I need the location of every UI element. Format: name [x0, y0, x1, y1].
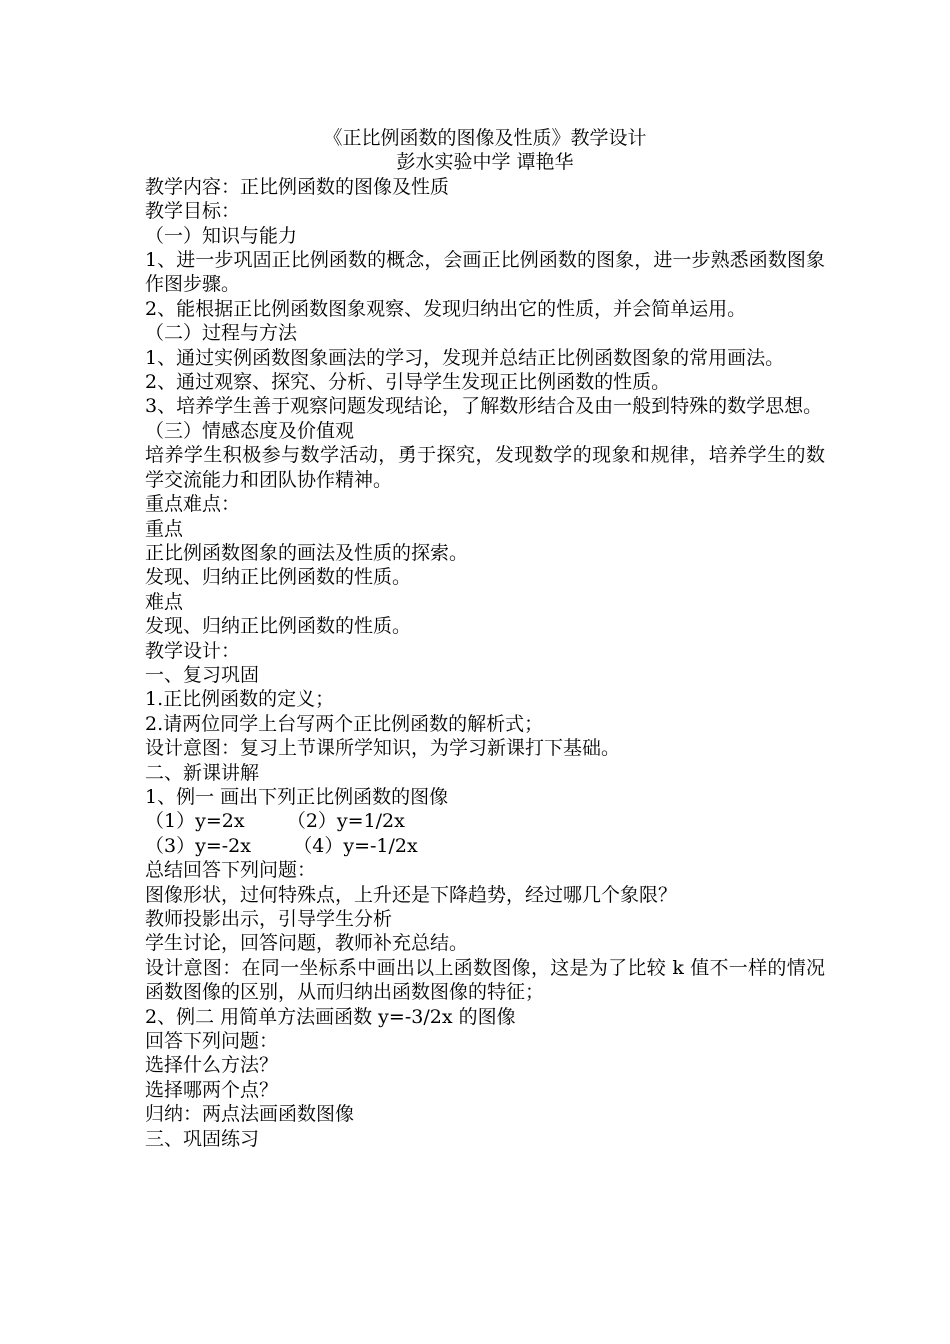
- paragraph: 2.请两位同学上台写两个正比例函数的解析式；: [145, 712, 544, 735]
- paragraph: 总结回答下列问题：: [145, 859, 317, 882]
- paragraph: 培养学生积极参与数学活动，勇于探究，发现数学的现象和规律，培养学生的数学交流能力和团队协作精神。: [145, 444, 825, 491]
- paragraph: 发现、归纳正比例函数的性质。: [145, 615, 412, 638]
- paragraph: 重点: [145, 517, 184, 540]
- paragraph: 学生讨论，回答问题，教师补充总结。: [145, 932, 469, 955]
- paragraph: 正比例函数图象的画法及性质的探索。: [145, 541, 469, 564]
- paragraph: 1、进一步巩固正比例函数的概念，会画正比例函数的图象，进一步熟悉函数图象作图步骤。: [145, 249, 825, 296]
- section-heading: （三）情感态度及价值观: [145, 419, 355, 442]
- paragraph: 设计意图：复习上节课所学知识，为学习新课打下基础。: [145, 737, 621, 760]
- paragraph: 教师投影出示，引导学生分析: [145, 908, 393, 930]
- paragraph: 图像形状，过何特殊点，上升还是下降趋势，经过哪几个象限？: [145, 883, 678, 906]
- paragraph: 教学设计：: [145, 639, 241, 662]
- section-heading: 三、巩固练习: [145, 1127, 260, 1150]
- paragraph: 2、例二 用简单方法画函数 y=-3/2x 的图像: [145, 1005, 516, 1028]
- paragraph: （1）y=2x （2）y=1/2x: [145, 810, 405, 833]
- section-heading: 二、新课讲解: [145, 761, 260, 784]
- paragraph: 发现、归纳正比例函数的性质。: [145, 566, 412, 589]
- paragraph: （3）y=-2x （4）y=-1/2x: [145, 834, 418, 857]
- document-title: 《正比例函数的图像及性质》教学设计: [323, 127, 647, 149]
- paragraph: 选择什么方法？: [145, 1054, 279, 1077]
- paragraph: 难点: [145, 590, 184, 613]
- paragraph: 2、能根据正比例函数图象观察、发现归纳出它的性质，并会简单运用。: [145, 297, 747, 320]
- paragraph: 重点难点：: [145, 493, 241, 516]
- paragraph: 2、通过观察、探究、分析、引导学生发现正比例函数的性质。: [145, 371, 671, 394]
- document-body: [145, 126, 825, 1151]
- paragraph: 1.正比例函数的定义；: [145, 688, 335, 711]
- paragraph: 1、例一 画出下列正比例函数的图像: [145, 785, 449, 808]
- paragraph: 回答下列问题：: [145, 1030, 279, 1053]
- paragraph: 1、通过实例函数图象画法的学习，发现并总结正比例函数图象的常用画法。: [145, 346, 785, 369]
- section-heading: 一、复习巩固: [145, 663, 260, 686]
- section-heading: （二）过程与方法: [145, 322, 298, 345]
- paragraph: 设计意图：在同一坐标系中画出以上函数图像，这是为了比较 k 值不一样的情况函数图像的区别，从而归纳出函数图像的特征；: [145, 956, 825, 1004]
- paragraph: 教学目标：: [145, 200, 241, 223]
- paragraph: 3、培养学生善于观察问题发现结论，了解数形结合及由一般到特殊的数学思想。: [145, 395, 823, 418]
- paragraph: 归纳：两点法画函数图像: [145, 1103, 355, 1126]
- section-heading: （一）知识与能力: [145, 224, 298, 247]
- paragraph: 选择哪两个点？: [145, 1078, 279, 1101]
- paragraph: 教学内容：正比例函数的图像及性质: [145, 175, 450, 198]
- document-author: 彭水实验中学 谭艳华: [396, 151, 574, 174]
